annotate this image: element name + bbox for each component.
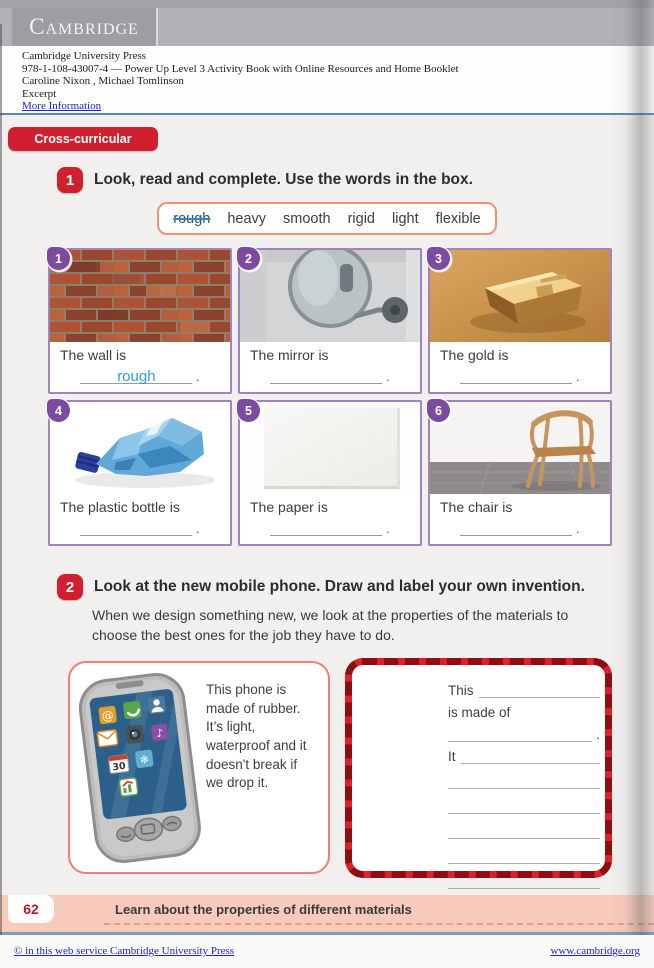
word-smooth: smooth (283, 210, 331, 227)
exercise2-intro: When we design something new, we look at the properties of the materials to choose the best ones for the job they have to do. (92, 607, 569, 644)
invention-line-it (448, 747, 600, 764)
card6-caption: The chair is (440, 499, 513, 515)
cross-curricular-badge: Cross-curricular (8, 127, 158, 151)
lesson-objective: Learn about the properties of different materials (115, 902, 412, 917)
card5-answer-row (240, 521, 420, 536)
card1-caption: The wall is (60, 347, 127, 363)
card5-answer-blank (270, 521, 382, 536)
card4-period: . (196, 521, 200, 536)
card3-number: 3 (427, 247, 450, 270)
card1-number: 1 (47, 247, 70, 270)
exercise1-header (57, 167, 473, 193)
word-light: light (392, 210, 419, 227)
publisher-banner (0, 0, 654, 46)
card3-period: . (576, 369, 580, 384)
card1-period: . (196, 369, 200, 384)
invention-blank-1 (479, 683, 600, 698)
word-rigid: rigid (347, 210, 375, 227)
book-metadata (0, 46, 654, 113)
exercise1-title: Look, read and complete. Use the words in the box. (94, 171, 473, 188)
card-wall (48, 248, 232, 394)
invention-line-4 (448, 769, 600, 789)
bottom-links (14, 945, 640, 957)
card1-answer-blank (80, 369, 192, 384)
invention-blank-8 (448, 874, 600, 889)
card6-answer-blank (460, 521, 572, 536)
invention-line-made (448, 703, 600, 720)
card4-number: 4 (47, 399, 70, 422)
word-box (157, 202, 497, 235)
publisher-line: Cambridge University Press (22, 50, 147, 62)
invention-blank-3 (461, 749, 600, 764)
svg-text:30: 30 (111, 760, 127, 774)
exercise1-number-badge: 1 (57, 167, 83, 193)
invention-line-8 (448, 869, 600, 889)
card-mirror (238, 248, 422, 394)
card2-answer-row (240, 369, 420, 384)
word-heavy: heavy (227, 210, 267, 227)
invention-blank-6 (448, 824, 600, 839)
exercise2-header (57, 574, 585, 600)
card4-caption: The plastic bottle is (60, 499, 180, 515)
banner-top-strip (0, 0, 654, 8)
card5-period: . (386, 521, 390, 536)
invention-label-it: It (448, 749, 456, 764)
isbn-line: 978-1-108-43007-4 — Power Up Level 3 Activity Book with Online Resources and Home Booklet (22, 62, 459, 75)
card3-answer-row (430, 369, 610, 384)
chair-image (430, 402, 610, 494)
authors-line: Caroline Nixon , Michael Tomlinson (22, 75, 184, 87)
cambridge-logo (12, 8, 158, 46)
invention-writing-lines (448, 681, 600, 894)
exercise2-title: Look at the new mobile phone. Draw and label your own invention. (94, 578, 585, 595)
invention-line-this (448, 681, 600, 698)
word-flexible: flexible (435, 210, 481, 227)
invention-line-material (448, 725, 600, 742)
card2-answer-blank (270, 369, 382, 384)
svg-text:❄: ❄ (139, 752, 150, 767)
invention-line-7 (448, 844, 600, 864)
footer-bar (0, 895, 654, 932)
invention-draw-area (352, 665, 605, 871)
invention-blank-7 (448, 849, 600, 864)
word-rough: rough (173, 210, 211, 227)
card2-period: . (386, 369, 390, 384)
exercise2-number-badge: 2 (57, 574, 83, 600)
brick-wall-image (50, 250, 230, 342)
invention-draw-box (345, 658, 612, 878)
card5-caption: The paper is (250, 499, 328, 515)
card-chair (428, 400, 612, 546)
page-number: 62 (8, 895, 54, 923)
card4-answer-blank (80, 521, 192, 536)
gold-bar-image (430, 250, 610, 342)
top-divider-rule (0, 113, 654, 115)
page-left-edge-line (0, 24, 2, 935)
cambridge-logo-text: Cambridge (29, 14, 139, 39)
card-gold (428, 248, 612, 394)
invention-blank-5 (448, 799, 600, 814)
card3-answer-blank (460, 369, 572, 384)
card-paper (238, 400, 422, 546)
paper-image (240, 402, 420, 494)
invention-period: . (596, 727, 600, 742)
phone-description: This phone is made of rubber. It’s light, waterproof and it doesn't break if we drop it. (206, 682, 307, 791)
more-information-link[interactable]: More Information (22, 100, 102, 112)
card2-caption: The mirror is (250, 347, 329, 363)
svg-text:@: @ (100, 707, 115, 724)
plastic-bottle-image (50, 402, 230, 494)
card4-answer-row (50, 521, 230, 536)
card1-answer-row (50, 369, 230, 384)
card6-period: . (576, 521, 580, 536)
footer-dashed-line (104, 923, 654, 925)
excerpt-label: Excerpt (22, 87, 57, 100)
card-plastic-bottle (48, 400, 232, 546)
copyright-link[interactable]: © in this web service Cambridge University Press (14, 945, 235, 957)
bottom-strip (0, 935, 654, 968)
card6-answer-row (430, 521, 610, 536)
phone-example-box (68, 661, 330, 874)
card1-answer: rough (117, 368, 156, 385)
invention-blank-2 (448, 727, 592, 742)
invention-line-6 (448, 819, 600, 839)
svg-text:♪: ♪ (155, 726, 165, 741)
invention-blank-4 (448, 774, 600, 789)
card6-number: 6 (427, 399, 450, 422)
card5-number: 5 (237, 399, 260, 422)
invention-line-5 (448, 794, 600, 814)
mobile-phone-illustration (74, 671, 206, 867)
invention-label-made: is made of (448, 705, 511, 720)
mirror-image (240, 250, 420, 342)
invention-label-this: This (448, 683, 474, 698)
card2-number: 2 (237, 247, 260, 270)
card3-caption: The gold is (440, 347, 509, 363)
page-edge-shadow (608, 0, 654, 935)
website-link[interactable]: www.cambridge.org (550, 945, 640, 957)
